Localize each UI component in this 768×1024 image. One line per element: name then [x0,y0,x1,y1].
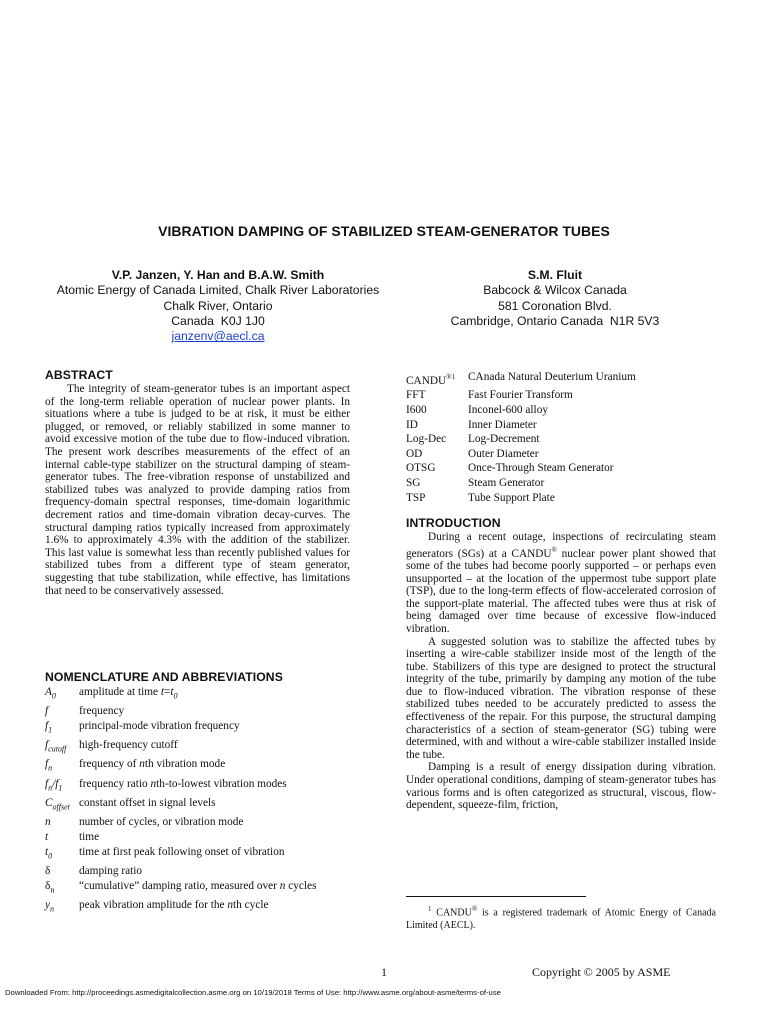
abbreviation-meaning: Once-Through Steam Generator [468,462,614,475]
abbreviation-term: OD [406,447,423,460]
nomenclature-definition: number of cycles, or vibration mode [79,815,244,828]
nomenclature-definition: frequency ratio nth-to-lowest vibration modes [79,777,287,790]
affiliation-right: Babcock & Wilcox Canada [483,283,627,298]
nomenclature-row [45,796,316,815]
nomenclature-row [45,830,316,845]
paper-title: VIBRATION DAMPING OF STABILIZED STEAM-GENERATOR TUBES [158,223,610,239]
nomenclature-definition: constant offset in signal levels [79,796,216,809]
abbreviation-row [406,418,636,433]
street-right: 581 Coronation Blvd. [498,298,612,313]
country-left: Canada K0J 1J0 [171,313,265,328]
abbreviation-meaning: Log-Decrement [468,433,540,446]
abbreviation-row [406,432,636,447]
nomenclature-definition: frequency [79,705,125,718]
abbreviation-term: SG [406,476,421,489]
nomenclature-definition: frequency of nth vibration mode [79,758,226,771]
author-names-right: S.M. Fluit [527,268,583,282]
nomenclature-symbol: $f_{cutoff}$ [45,739,67,754]
nomenclature-definition: time [79,830,100,843]
abbreviation-meaning: Tube Support Plate [468,491,555,504]
city-right: Cambridge, Ontario Canada N1R 5V3 [450,313,660,328]
nomenclature-symbol: f [45,705,49,718]
abbreviation-row [406,476,636,491]
nomenclature-row [45,738,316,757]
download-note: Downloaded From: http://proceedings.asmedigitalcollection.asme.org on 10/19/2018 Terms of Use: http://www.asme.org/about-asme/terms-of-use [5,988,501,997]
author-block-left [40,268,396,344]
nomenclature-row [45,879,316,898]
intro-paragraph-2: A suggested solution was to stabilize the affected tubes by inserting a wire-cable stabilizer inside most of the length of the tube. Stabilizers of this type are designed to protect the structural integrity of the tube, primarily by damping any motion of the tube due to flow-induced vibration. The vibration response of these stabilized tubes needed to be accurately predicted to assess the effectiveness of the repair. For this purpose, the structural damping characteristics of a section of steam-generator (SG) tubing were determined, with and without a wire-cable stabilizer installed inside the tube. [406,635,716,761]
nomenclature-symbol: $t_0$ [45,845,53,860]
nomenclature-symbol: n [45,815,51,828]
nomenclature-table [45,685,316,917]
nomenclature-symbol: $f_n/f_1$ [45,777,63,792]
nomenclature-symbol: t [45,830,49,843]
abstract-heading: ABSTRACT [45,368,113,382]
nomenclature-symbol: $\delta_n$ [45,879,55,894]
intro-paragraph-3: Damping is a result of energy dissipation during vibration. Under operational conditions, damping of steam-generator tubes has various forms and is often categorized as structural, viscous, flow-dependent, squeeze-film, friction, [406,761,716,812]
nomenclature-row [45,864,316,879]
nomenclature-definition: principal-mode vibration frequency [79,720,240,733]
nomenclature-symbol: $y_n$ [45,898,55,914]
abbreviation-meaning: Outer Diameter [468,447,539,460]
city-left: Chalk River, Ontario [163,298,273,313]
abbreviation-term: OTSG [406,462,436,475]
footnote-rule [406,896,586,897]
abbreviation-term: TSP [406,491,426,504]
nomenclature-symbol: $f_1$ [45,720,53,735]
introduction-heading: INTRODUCTION [406,516,501,530]
nomenclature-row [45,815,316,830]
author-block-right [410,268,700,329]
nomenclature-definition: time at first peak following onset of vibration [79,845,285,858]
abbreviation-term: I600 [406,403,427,416]
nomenclature-definition: high-frequency cutoff [79,739,178,752]
nomenclature-row [45,845,316,864]
abbreviation-row [406,370,636,388]
nomenclature-definition: “cumulative” damping ratio, measured over n cycles [79,879,317,892]
abbreviation-term: $CANDU^{®1}$ [406,373,455,387]
nomenclature-symbol: $C_{offset}$ [45,796,70,811]
nomenclature-row [45,719,316,738]
affiliation-left: Atomic Energy of Canada Limited, Chalk River Laboratories [56,283,380,298]
abbreviations-table [406,370,636,505]
nomenclature-row [45,685,316,704]
author-names-left: V.P. Janzen, Y. Han and B.A.W. Smith [111,268,325,282]
abbreviation-row [406,491,636,506]
abbreviation-term: Log-Dec [406,433,447,446]
nomenclature-definition: amplitude at time $t=t_0$ [79,686,178,701]
abbreviation-meaning: Inner Diameter [468,418,537,431]
nomenclature-definition: peak vibration amplitude for the nth cycle [79,898,269,911]
nomenclature-symbol: $A_0$ [45,686,56,701]
abbreviation-term: ID [406,418,418,431]
intro-paragraph-1: During a recent outage, inspections of recirculating steam generators (SGs) at a CANDU® nuclear power plant showed that some of the tubes had become poorly supported – or perhaps even unsupported – at the location of the uppermost tube support plate (TSP), due to the long-term effects of flow-accelerated corrosion of the support-plate material. The affected tubes were thus at risk of being damaged over time because of excessive flow-induced vibration. [406,531,716,635]
nomenclature-row [45,898,316,917]
abbreviation-term: FFT [406,389,426,402]
abbreviation-meaning: Inconel-600 alloy [468,403,548,416]
nomenclature-symbol: $f_n$ [45,758,53,773]
abbreviation-row [406,447,636,462]
footnote-text: $^1$ CANDU® is a registered trademark of Atomic Energy of Canada Limited (AECL). [406,905,716,931]
nomenclature-heading: NOMENCLATURE AND ABBREVIATIONS [45,670,283,684]
copyright-notice: Copyright © 2005 by ASME [532,965,671,979]
introduction-body [406,531,716,812]
abbreviation-row [406,461,636,476]
abbreviation-meaning: Steam Generator [468,476,545,489]
abbreviation-row [406,403,636,418]
email-link[interactable]: janzenv@aecl.ca [171,329,265,344]
nomenclature-definition: damping ratio [79,864,143,877]
nomenclature-symbol: δ [45,864,51,877]
abbreviation-meaning: Fast Fourier Transform [468,389,573,402]
nomenclature-row [45,704,316,719]
nomenclature-row [45,757,316,776]
nomenclature-row [45,777,316,796]
abstract-text: The integrity of steam-generator tubes is an important aspect of the long-term reliable operation of nuclear power plants. In situations where a tube is judged to be at risk, it must be either plugged, or removed, or reliably stabilized in some manner to avoid excessive motion of the tube due to flow-induced vibration. The present work describes measurements of the effect of an internal cable-type stabilizer on the structural damping of steam-generator tubes. The free-vibration response of unstabilized and stabilized tubes was analyzed to provide damping ratios from frequency-domain spectral responses, time-domain logarithmic decrement ratios and time-domain vibration decay-curves. The structural damping ratios typically increased from approximately 1.6% to approximately 4.3% with the addition of the stabilizer. This last value is somewhat less than recently published values for stabilized tubes from a different type of steam generator, suggesting that tube stabilization, while effective, has limitations that need to be conservatively assessed. [45,383,350,597]
abbreviation-meaning: CAnada Natural Deuterium Uranium [468,371,636,383]
abbreviation-row [406,388,636,403]
page-number: 1 [381,965,387,979]
